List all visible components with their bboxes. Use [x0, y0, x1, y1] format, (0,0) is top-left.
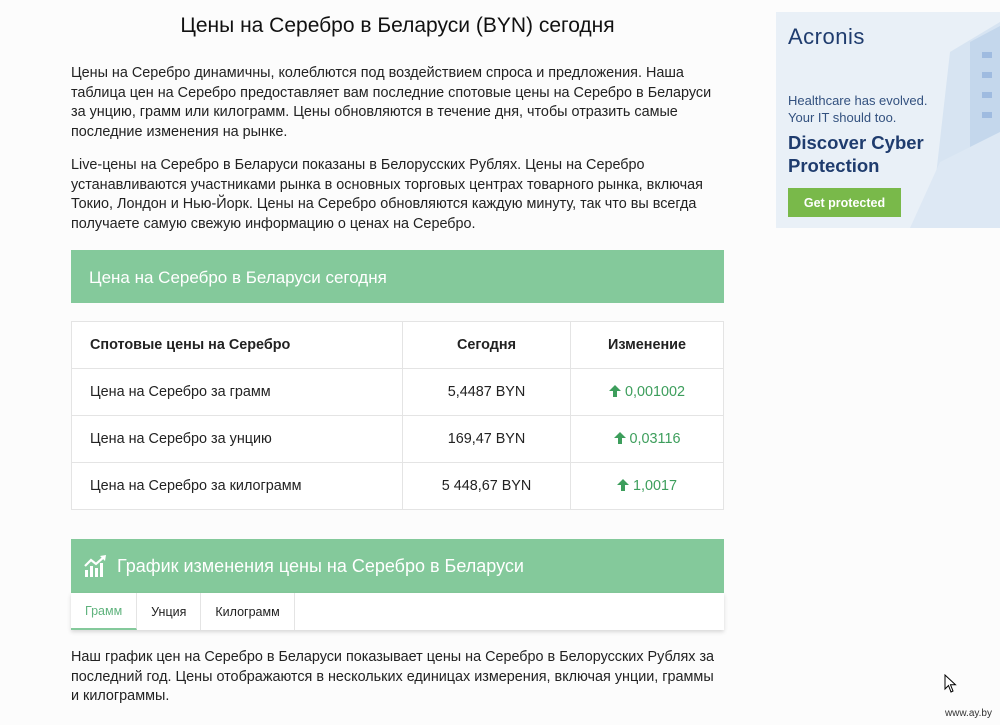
price-table	[71, 321, 724, 510]
unit-tabs	[71, 593, 724, 630]
page-title: Цены на Серебро в Беларуси (BYN) сегодня	[180, 14, 615, 37]
arrow-up-icon	[617, 479, 629, 491]
row-today-price: 5,4487 BYN	[403, 369, 571, 416]
chart-description: Наш график цен на Серебро в Беларуси показывает цены на Серебро в Белорусских Рублях за последний год. Цены отображаются в нескольких единицах измерения, включая унции, граммы и килограммы.	[71, 649, 715, 705]
column-header-spot: Спотовые цены на Серебро	[72, 322, 403, 369]
arrow-up-icon	[609, 385, 621, 397]
table-row	[72, 463, 724, 510]
watermark: www.ay.by	[944, 708, 992, 719]
row-change	[571, 416, 724, 463]
ad-cta-button[interactable]: Get protected	[788, 188, 901, 217]
intro-paragraph-1: Цены на Серебро динамичны, колеблются под воздействием спроса и предложения. Наша таблица цен на Серебро предоставляет вам последние спотовые цены на Серебро в Беларуси за унцию, грамм или килограмм. Цены обновляются в течение дня, чтобы отразить самые последние изменения на рынке.	[71, 65, 712, 140]
price-section-heading: Цена на Серебро в Беларуси сегодня	[89, 268, 387, 287]
price-section-header	[71, 250, 724, 303]
chart-growth-icon	[84, 554, 108, 578]
tab-gram[interactable]: Грамм	[71, 593, 137, 630]
row-label: Цена на Серебро за грамм	[72, 369, 403, 416]
row-change-value: 1,0017	[632, 478, 677, 494]
chart-section-heading: График изменения цены на Серебро в Беларуси	[117, 555, 524, 576]
row-change-value: 0,03116	[629, 431, 681, 447]
table-row	[72, 416, 724, 463]
arrow-up-icon	[614, 432, 626, 444]
row-change	[571, 463, 724, 510]
mouse-pointer-icon	[944, 674, 958, 694]
column-header-today: Сегодня	[403, 322, 571, 369]
acronis-ad-banner[interactable]	[776, 12, 1000, 228]
tab-ounce[interactable]: Унция	[137, 593, 201, 630]
ad-headline: Discover Cyber Protection	[788, 132, 924, 176]
table-header-row	[72, 322, 724, 369]
chart-section-header	[71, 539, 724, 593]
row-today-price: 5 448,67 BYN	[403, 463, 571, 510]
row-change-value: 0,001002	[624, 384, 686, 400]
ad-brand-logo: Acronis	[788, 24, 865, 49]
tab-kilogram[interactable]: Килограмм	[201, 593, 294, 630]
row-today-price: 169,47 BYN	[403, 416, 571, 463]
column-header-change: Изменение	[571, 322, 724, 369]
row-change	[571, 369, 724, 416]
intro-paragraph-2: Live-цены на Серебро в Беларуси показаны в Белорусских Рублях. Цены на Серебро устанавливаются участниками рынка в основных торговых центрах товарного рынка, включая Токио, Лондон и Нью-Йорк. Цены на Серебро обновляются каждую минуту, так что вы всегда получаете самую свежую информацию о ценах на Серебро.	[71, 157, 703, 232]
table-row	[72, 369, 724, 416]
ad-subtitle: Healthcare has evolved. Your IT should too.	[788, 93, 928, 125]
row-label: Цена на Серебро за унцию	[72, 416, 403, 463]
row-label: Цена на Серебро за килограмм	[72, 463, 403, 510]
